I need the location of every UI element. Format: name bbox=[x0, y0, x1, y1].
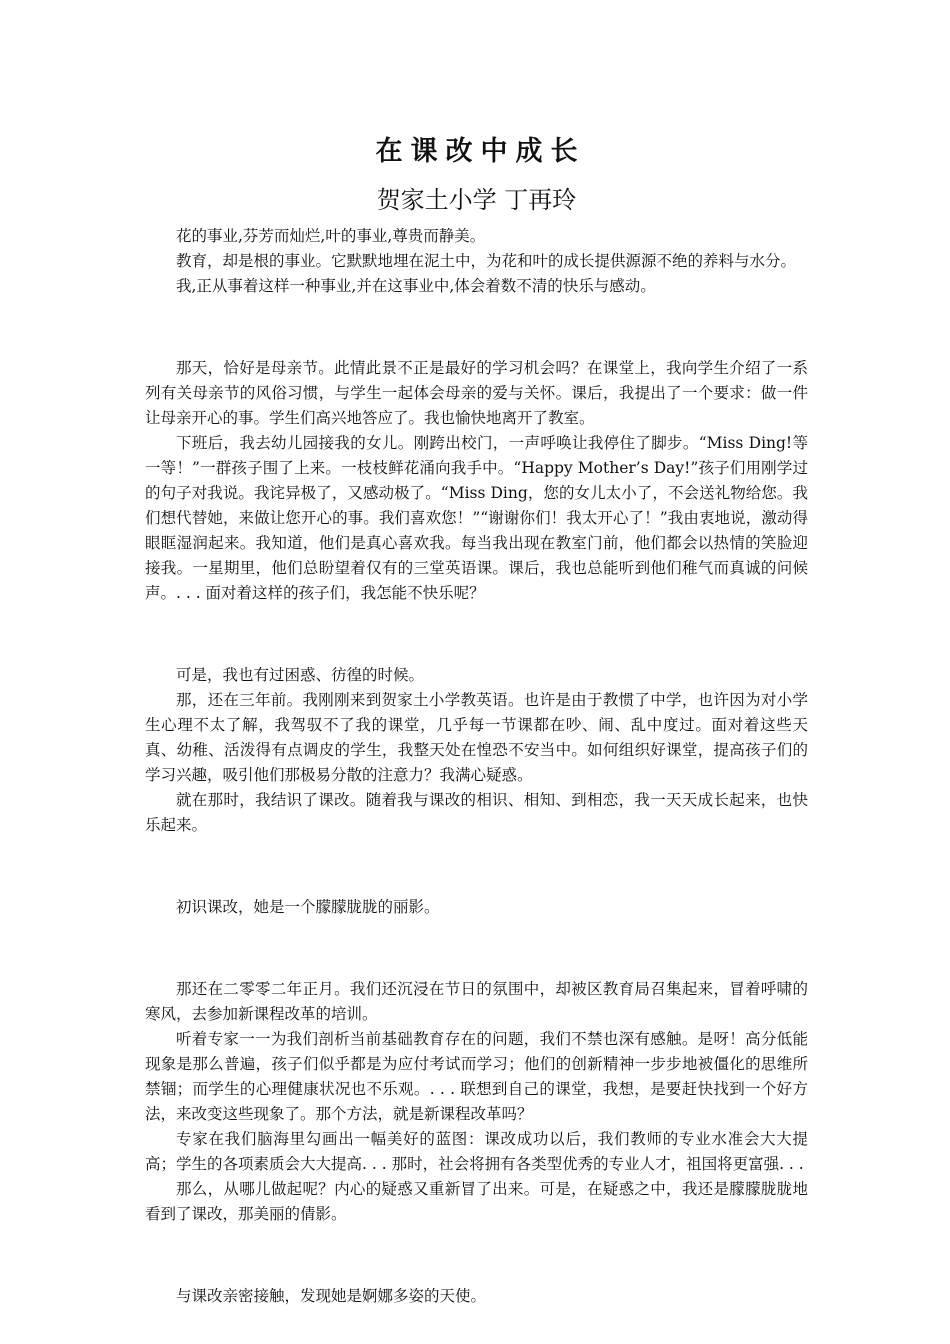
paragraph: 那么，从哪儿做起呢？内心的疑惑又重新冒了出来。可是，在疑惑之中，我还是朦朦胧胧地看到了课改，那美丽的倩影。 bbox=[145, 1180, 808, 1223]
paragraph: 就在那时，我结识了课改。随着我与课改的相识、相知、到相恋，我一天天成长起来，也快乐起来。 bbox=[145, 791, 808, 834]
author-line: 贺家土小学 丁再玲 bbox=[376, 186, 577, 214]
paragraph: 听着专家一一为我们剖析当前基础教育存在的问题，我们不禁也深有感触。是呀！高分低能现象是那么普遍，孩子们似乎都是为应付考试而学习；他们的创新精神一步步地被僵化的思维所禁锢；而学生的心理健康状况也不乐观。. . . 联想到自己的课堂，我想，是要赶快找到一个好方法，来改变这些现象了。那个方法，就是新课程改革吗？ bbox=[145, 1030, 808, 1123]
paragraph-spacer bbox=[145, 622, 808, 647]
paragraph: 可是，我也有过困惑、彷徨的时候。 bbox=[176, 666, 425, 684]
document-body bbox=[145, 224, 808, 1309]
paragraph-spacer bbox=[145, 315, 808, 340]
paragraph: 教育，却是根的事业。它默默地埋在泥土中，为花和叶的成长提供源源不绝的养料与水分。 bbox=[176, 252, 797, 270]
paragraph: 我,正从事着这样一种事业,并在这事业中,体会着数不清的快乐与感动。 bbox=[176, 277, 656, 295]
paragraph: 那，还在三年前。我刚刚来到贺家土小学教英语。也许是由于教惯了中学，也许因为对小学生心理不太了解，我驾驭不了我的课堂，几乎每一节课都在吵、闹、乱中度过。面对着这些天真、幼稚、活泼得有点调皮的学生，我整天处在惶恐不安当中。如何组织好课堂，提高孩子们的学习兴趣，吸引他们那极易分散的注意力？我满心疑惑。 bbox=[145, 691, 808, 784]
document-title: 在课改中成长 bbox=[375, 136, 586, 167]
document-page bbox=[145, 130, 808, 1309]
paragraph: 专家在我们脑海里勾画出一幅美好的蓝图：课改成功以后，我们教师的专业水准会大大提高；学生的各项素质会大大提高. . . 那时，社会将拥有各类型优秀的专业人才，祖国将更富强. . . bbox=[145, 1130, 808, 1173]
paragraph: 那天，恰好是母亲节。此情此景不正是最好的学习机会吗？在课堂上，我向学生介绍了一系列有关母亲节的风俗习惯，与学生一起体会母亲的爱与关怀。课后，我提出了一个要求：做一件让母亲开心的事。学生们高兴地答应了。我也愉快地离开了教室。 bbox=[145, 359, 808, 427]
paragraph-spacer bbox=[145, 854, 808, 879]
paragraph: 那还在二零零二年正月。我们还沉浸在节日的氛围中，却被区教育局召集起来，冒着呼啸的寒风，去参加新课程改革的培训。 bbox=[145, 980, 808, 1023]
paragraph: 花的事业,芬芳而灿烂,叶的事业,尊贵而静美。 bbox=[176, 227, 486, 245]
paragraph: 与课改亲密接触，发现她是婀娜多姿的天使。 bbox=[176, 1287, 487, 1305]
paragraph-spacer bbox=[145, 936, 808, 961]
paragraph-spacer bbox=[145, 1243, 808, 1268]
paragraph: 下班后，我去幼儿园接我的女儿。刚跨出校门，一声呼唤让我停住了脚步。“Miss Ding!等一等！”一群孩子围了上来。一枝枝鲜花涌向我手中。“Happy Mother’s Day!”孩子们用刚学过的句子对我说。我诧异极了，又感动极了。“Miss Ding，您的女儿太小了，不会送礼物给您。我们想代替她，来做让您开心的事。我们喜欢您！”“谢谢你们！我太开心了！”我由衷地说，激动得眼眶湿润起来。我知道，他们是真心喜欢我。每当我出现在教室门前，他们都会以热情的笑脸迎接我。一星期里，他们总盼望着仅有的三堂英语课。课后，我也总能听到他们稚气而真诚的问候声。. . . 面对着这样的孩子们，我怎能不快乐呢？ bbox=[145, 434, 808, 602]
paragraph: 初识课改，她是一个朦朦胧胧的丽影。 bbox=[176, 898, 440, 916]
